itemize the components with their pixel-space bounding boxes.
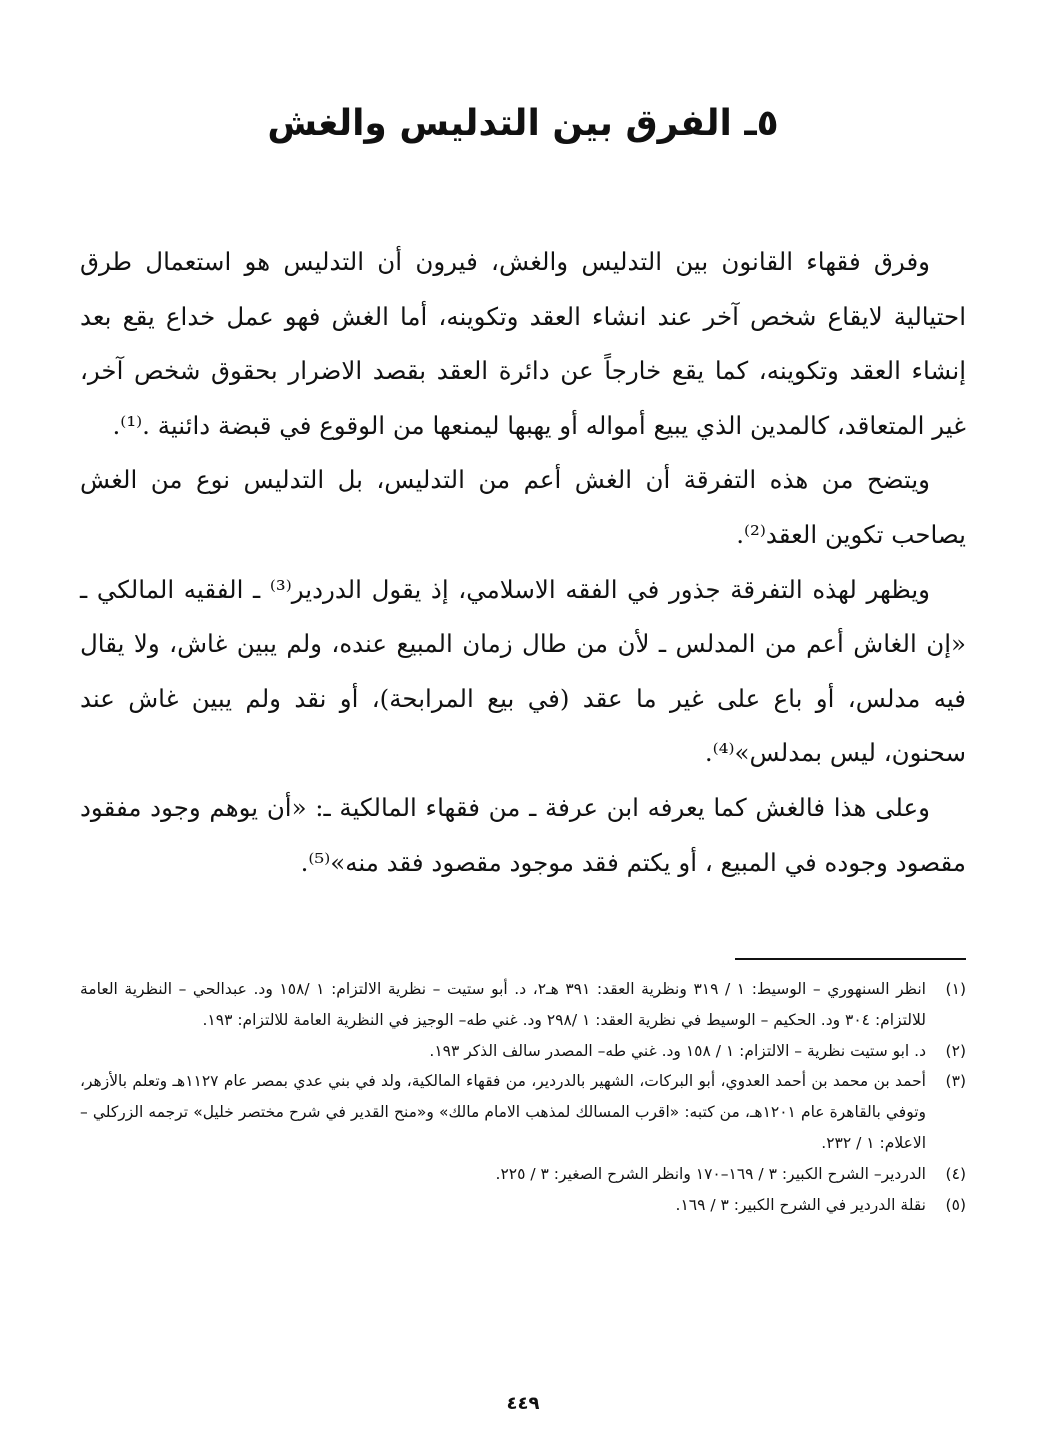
main-text xyxy=(80,235,966,890)
footnote-2 xyxy=(80,1036,966,1067)
footnote-marker: (٣) xyxy=(945,1072,966,1091)
footnote-text: أحمد بن محمد بن أحمد العدوي، أبو البركات، الشهير بالدردير، من فقهاء المالكية، ولد في بني عدي بمصر عام ١١٢٧هـ وتعلم بالأزهر، وتوفي بالقاهرة عام ١٢٠١هـ، من كتبه: «اقرب المسالك لمذهب الامام مالك» و«منح القدير في شرح مختصر خليل» ترجمه الزركلي – الاعلام: ١ / ٢٣٢. xyxy=(80,1072,927,1152)
footnote-1 xyxy=(80,974,966,1036)
footnotes xyxy=(80,974,966,1220)
page-title: ٥ـ الفرق بين التدليس والغش xyxy=(267,103,779,144)
paragraph-1: وفرق فقهاء القانون بين التدليس والغش، فيرون أن التدليس هو استعمال طرق احتيالية لايقاع شخص آخر عند انشاء العقد وتكوينه، أما الغش فهو عمل خداع يقع بعد إنشاء العقد وتكوينه، كما يقع خارجاً عن دائرة العقد بقصد الاضرار بحقوق شخص آخر، غير المتعاقد، كالمدين الذي يبيع أمواله أو يهبها ليمنعها من الوقوع في قبضة دائنية .⁽¹⁾. xyxy=(80,247,966,440)
footnote-3 xyxy=(80,1066,966,1158)
page-number: ٤٤٩ xyxy=(506,1393,540,1414)
footnote-text: انظر السنهوري – الوسيط: ١ / ٣١٩ ونظرية العقد: ٣٩١ هـ٢، د. أبو ستيت – نظرية الالتزام: ١ /١٥٨ ود. عبدالحي – النظرية العامة للالتزام: ٣٠٤ ود. الحكيم – الوسيط في نظرية العقد: ١ /٢٩٨ ود. غني طه– الوجيز في النظرية العامة للالتزام: ١٩٣. xyxy=(80,980,926,1029)
footnote-text: الدردير– الشرح الكبير: ٣ / ١٦٩–١٧٠ وانظر الشرح الصغير: ٣ / ٢٢٥. xyxy=(495,1164,926,1183)
footnote-5 xyxy=(80,1190,966,1221)
footnote-marker: (١) xyxy=(945,980,966,998)
footnote-divider xyxy=(735,958,966,960)
footnote-marker: (٥) xyxy=(945,1195,966,1214)
footnote-text: نقلة الدردير في الشرح الكبير: ٣ / ١٦٩. xyxy=(675,1195,926,1214)
footnote-marker: (٤) xyxy=(945,1164,966,1183)
paragraph-2: ويتضح من هذه التفرقة أن الغش أعم من التدليس، بل التدليس نوع من الغش يصاحب تكوين العقد⁽²⁾. xyxy=(80,465,966,549)
footnote-4 xyxy=(80,1159,966,1190)
footnote-text: د. ابو ستيت نظرية – الالتزام: ١ / ١٥٨ ود. غني طه– المصدر سالف الذكر ١٩٣. xyxy=(429,1041,926,1060)
paragraph-4: وعلى هذا فالغش كما يعرفه ابن عرفة ـ من فقهاء المالكية ـ: «أن يوهم وجود مفقود مقصود وجوده في المبيع ، أو يكتم فقد موجود مقصود فقد منه»⁽⁵⁾. xyxy=(80,792,966,877)
paragraph-3: ويظهر لهذه التفرقة جذور في الفقه الاسلامي، إذ يقول الدردير⁽³⁾ ـ الفقيه المالكي ـ «إن الغاش أعم من المدلس ـ لأن من طال زمان المبيع عنده، ولم يبين غاش، ولا يقال فيه مدلس، أو باع على غير ما عقد (في بيع المرابحة)، أو نقد ولم يبين غاش عند سحنون، ليس بمدلس»⁽⁴⁾. xyxy=(80,574,966,768)
footnote-marker: (٢) xyxy=(945,1041,966,1060)
